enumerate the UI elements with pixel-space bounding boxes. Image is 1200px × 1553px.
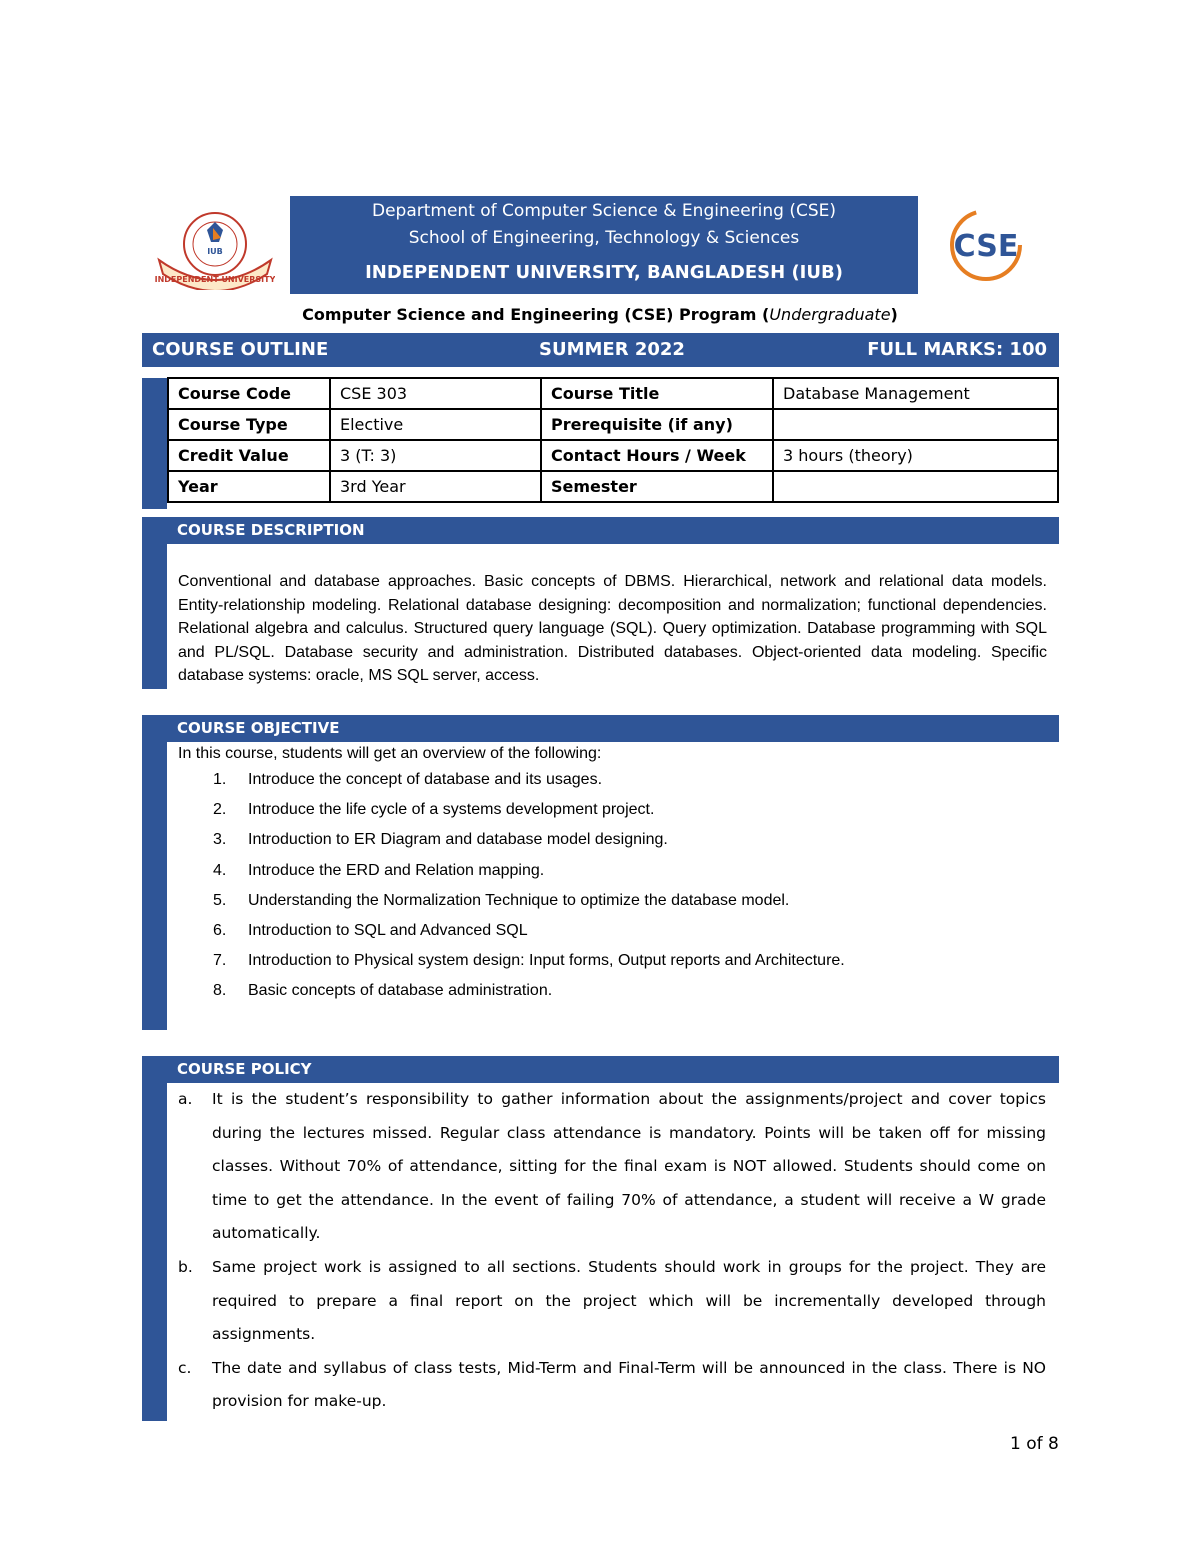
prerequisite-label: Prerequisite (if any) [541, 409, 773, 440]
program-level: Undergraduate [769, 305, 891, 324]
list-item-text: Introduction to SQL and Advanced SQL [248, 921, 528, 939]
list-item [178, 979, 1038, 1009]
program-prefix: Computer Science and Engineering (CSE) Program ( [302, 305, 770, 324]
cse-logo [945, 204, 1027, 286]
university-name: INDEPENDENT UNIVERSITY, BANGLADESH (IUB) [365, 262, 843, 283]
objective-intro: In this course, students will get an overview of the following: [178, 745, 602, 762]
list-item-number: 7. [213, 952, 227, 970]
list-item-text: Introduction to Physical system design: Input forms, Output reports and Architecture. [248, 952, 845, 970]
svg-text:CSE: CSE [953, 229, 1019, 264]
list-item-letter: c. [178, 1358, 192, 1377]
term-label: SUMMER 2022 [539, 339, 685, 360]
list-item-number: 5. [213, 891, 227, 909]
course-policy-heading [142, 1056, 1059, 1083]
semester-label: Semester [541, 471, 773, 502]
objective-side-strip [142, 715, 167, 1030]
program-title [0, 305, 1200, 324]
list-item-text: Introduction to ER Diagram and database model designing. [248, 831, 668, 849]
department-name: Department of Computer Science & Engineering (CSE) [371, 201, 836, 221]
list-item [178, 949, 1038, 979]
contact-hours-label: Contact Hours / Week [541, 440, 773, 471]
course-outline-bar [142, 333, 1059, 367]
contact-hours-value: 3 hours (theory) [773, 440, 1058, 471]
list-item [178, 828, 1038, 858]
course-type-label: Course Type [168, 409, 330, 440]
course-description-heading-text: COURSE DESCRIPTION [177, 521, 365, 539]
list-item [178, 1083, 1046, 1251]
list-item [178, 859, 1038, 889]
program-suffix: ) [890, 305, 898, 324]
list-item-number: 8. [213, 982, 227, 1000]
course-code-value: CSE 303 [330, 378, 541, 409]
list-item [178, 889, 1038, 919]
full-marks-label: FULL MARKS: 100 [867, 339, 1047, 360]
list-item-text: Introduce the ERD and Relation mapping. [248, 861, 545, 879]
table-row [168, 409, 1058, 440]
table-row [168, 471, 1058, 502]
page-number: 1 of 8 [1010, 1434, 1059, 1454]
list-item-number: 6. [213, 921, 227, 939]
policy-list [178, 1083, 1046, 1419]
list-item [178, 798, 1038, 828]
course-code-label: Course Code [168, 378, 330, 409]
year-label: Year [168, 471, 330, 502]
list-item-letter: a. [178, 1090, 193, 1108]
header-banner [290, 196, 918, 294]
list-item-text: It is the student’s responsibility to gather information about the assignments/project and cover topics during the lectures missed. Regular class attendance is mandatory. Points will be taken off for missing classes. Without 70% of attendance, sitting for the final exam is NOT allowed. Students should come on time to get the attendance. In the event of failing 70% of attendance, a student will receive a W grade automatically. [212, 1090, 1046, 1243]
list-item [178, 919, 1038, 949]
credit-value: 3 (T: 3) [330, 440, 541, 471]
year-value: 3rd Year [330, 471, 541, 502]
iub-logo [155, 208, 275, 290]
list-item [178, 1251, 1046, 1352]
list-item-text: Basic concepts of database administration. [248, 982, 553, 1000]
list-item [178, 1352, 1046, 1419]
list-item-number: 4. [213, 861, 227, 879]
objective-list [178, 768, 1038, 1010]
course-type-value: Elective [330, 409, 541, 440]
prerequisite-value [773, 409, 1058, 440]
table-row [168, 440, 1058, 471]
course-outline-label: COURSE OUTLINE [152, 339, 329, 360]
course-description-heading [142, 517, 1059, 544]
school-name: School of Engineering, Technology & Sciences [408, 228, 800, 248]
policy-side-strip [142, 1056, 167, 1421]
course-objective-heading [142, 715, 1059, 742]
course-policy-heading-text: COURSE POLICY [177, 1060, 312, 1078]
course-title-value: Database Management [773, 378, 1058, 409]
list-item-text: Same project work is assigned to all sections. Students should work in groups for the project. They are required to prepare a final report on the project which will be incrementally developed through assignments. [212, 1257, 1046, 1344]
list-item-text: Introduce the concept of database and its usages. [248, 771, 603, 788]
info-side-strip [142, 378, 167, 509]
list-item-text: Understanding the Normalization Technique to optimize the database model. [248, 891, 790, 909]
list-item-number: 3. [213, 831, 227, 849]
course-title-label: Course Title [541, 378, 773, 409]
credit-value-label: Credit Value [168, 440, 330, 471]
course-objective-heading-text: COURSE OBJECTIVE [177, 719, 340, 737]
svg-text:IUB: IUB [207, 247, 223, 256]
list-item-text: Introduce the life cycle of a systems development project. [248, 801, 655, 819]
list-item-number: 2. [213, 801, 227, 819]
list-item-number: 1. [213, 771, 227, 788]
table-row [168, 378, 1058, 409]
list-item-text: The date and syllabus of class tests, Mid-Term and Final-Term will be announced in the class. There is NO provision for make-up. [212, 1358, 1046, 1411]
semester-value [773, 471, 1058, 502]
course-description-text: Conventional and database approaches. Basic concepts of DBMS. Hierarchical, network and relational data models. Entity-relationship modeling. Relational database designing: decomposition and normalization; functional dependencies. Relational algebra and calculus. Structured query language (SQL). Query optimization. Database programming with SQL and PL/SQL. Database security and administration. Distributed databases. Object-oriented data modeling. Specific database systems: oracle, MS SQL server, access. [178, 573, 1047, 684]
list-item-letter: b. [178, 1257, 193, 1276]
list-item [178, 768, 1038, 798]
svg-text:INDEPENDENT UNIVERSITY: INDEPENDENT UNIVERSITY [155, 275, 275, 284]
course-info-table [167, 377, 1059, 503]
